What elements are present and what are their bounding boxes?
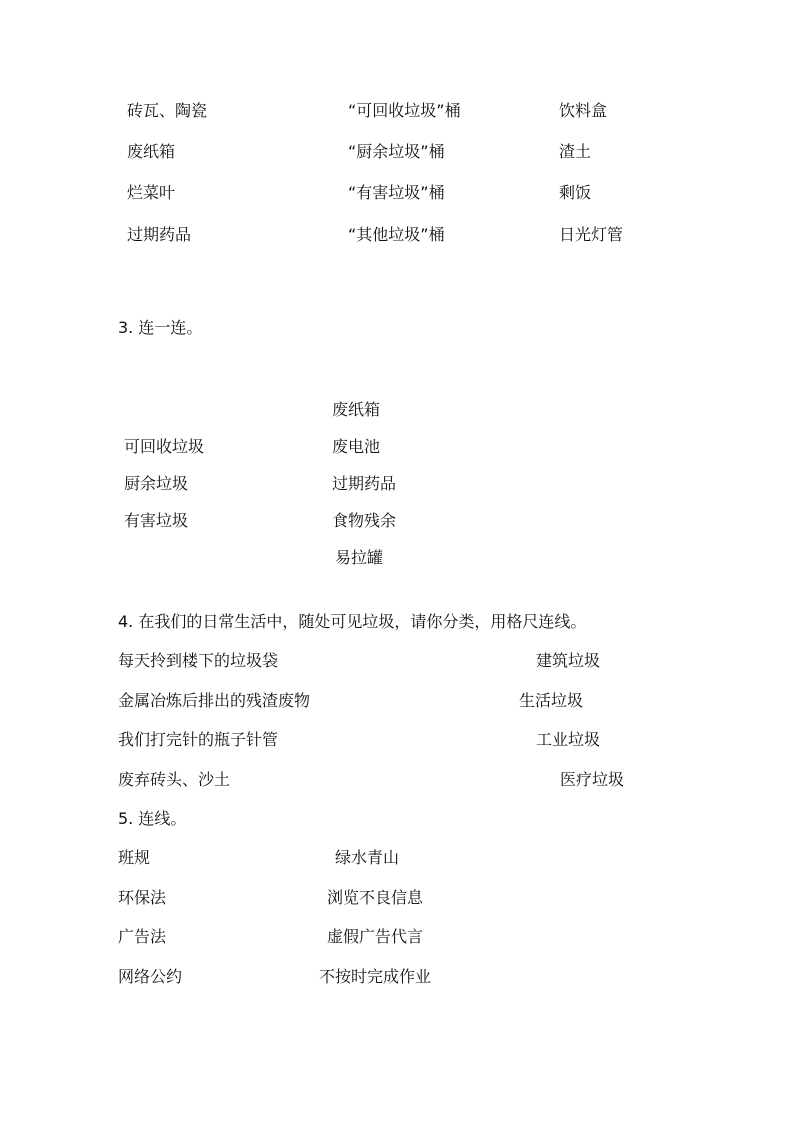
s4-right-item: 医疗垃圾 bbox=[560, 770, 625, 789]
s5-right-item: 不按时完成作业 bbox=[319, 967, 432, 986]
s2-left-item: 废纸箱 bbox=[127, 142, 176, 161]
s4-left-item: 我们打完针的瓶子针管 bbox=[118, 730, 279, 749]
section3-heading: 3. 连一连。 bbox=[118, 318, 203, 337]
section4-heading: 4. 在我们的日常生活中，随处可见垃圾，请你分类，用格尺连线。 bbox=[118, 612, 587, 631]
s2-mid-item: “可回收垃圾”桶 bbox=[348, 101, 461, 120]
s4-left-item: 每天拎到楼下的垃圾袋 bbox=[118, 651, 279, 670]
s3-right-item: 食物残余 bbox=[332, 511, 397, 530]
s3-left-item: 有害垃圾 bbox=[124, 511, 189, 530]
s2-left-item: 烂菜叶 bbox=[127, 183, 176, 202]
s2-left-item: 过期药品 bbox=[127, 225, 192, 244]
s2-left-item: 砖瓦、陶瓷 bbox=[127, 101, 208, 120]
s4-right-item: 工业垃圾 bbox=[536, 730, 601, 749]
s2-right-item: 日光灯管 bbox=[559, 225, 624, 244]
s3-right-item: 过期药品 bbox=[332, 474, 397, 493]
s4-left-item: 废弃砖头、沙土 bbox=[118, 770, 231, 789]
s4-right-item: 生活垃圾 bbox=[519, 691, 584, 710]
s5-left-item: 广告法 bbox=[118, 927, 167, 946]
s4-left-item: 金属冶炼后排出的残渣废物 bbox=[118, 691, 311, 710]
s3-left-item: 可回收垃圾 bbox=[124, 437, 205, 456]
section5-heading: 5. 连线。 bbox=[118, 809, 187, 828]
s3-right-item: 易拉罐 bbox=[335, 548, 384, 567]
s4-right-item: 建筑垃圾 bbox=[536, 651, 601, 670]
s3-left-item: 厨余垃圾 bbox=[124, 474, 189, 493]
s2-right-item: 饮料盒 bbox=[559, 101, 608, 120]
s5-right-item: 绿水青山 bbox=[335, 848, 400, 867]
s5-left-item: 班规 bbox=[118, 848, 151, 867]
s5-left-item: 环保法 bbox=[118, 888, 167, 907]
s3-right-item: 废电池 bbox=[332, 437, 381, 456]
s2-mid-item: “厨余垃圾”桶 bbox=[348, 142, 445, 161]
s2-right-item: 渣土 bbox=[559, 142, 592, 161]
s3-right-item: 废纸箱 bbox=[332, 400, 381, 419]
s2-mid-item: “有害垃圾”桶 bbox=[348, 183, 445, 202]
s2-right-item: 剩饭 bbox=[559, 183, 592, 202]
s5-left-item: 网络公约 bbox=[118, 967, 183, 986]
s5-right-item: 浏览不良信息 bbox=[327, 888, 424, 907]
s2-mid-item: “其他垃圾”桶 bbox=[348, 225, 445, 244]
s5-right-item: 虚假广告代言 bbox=[327, 927, 424, 946]
